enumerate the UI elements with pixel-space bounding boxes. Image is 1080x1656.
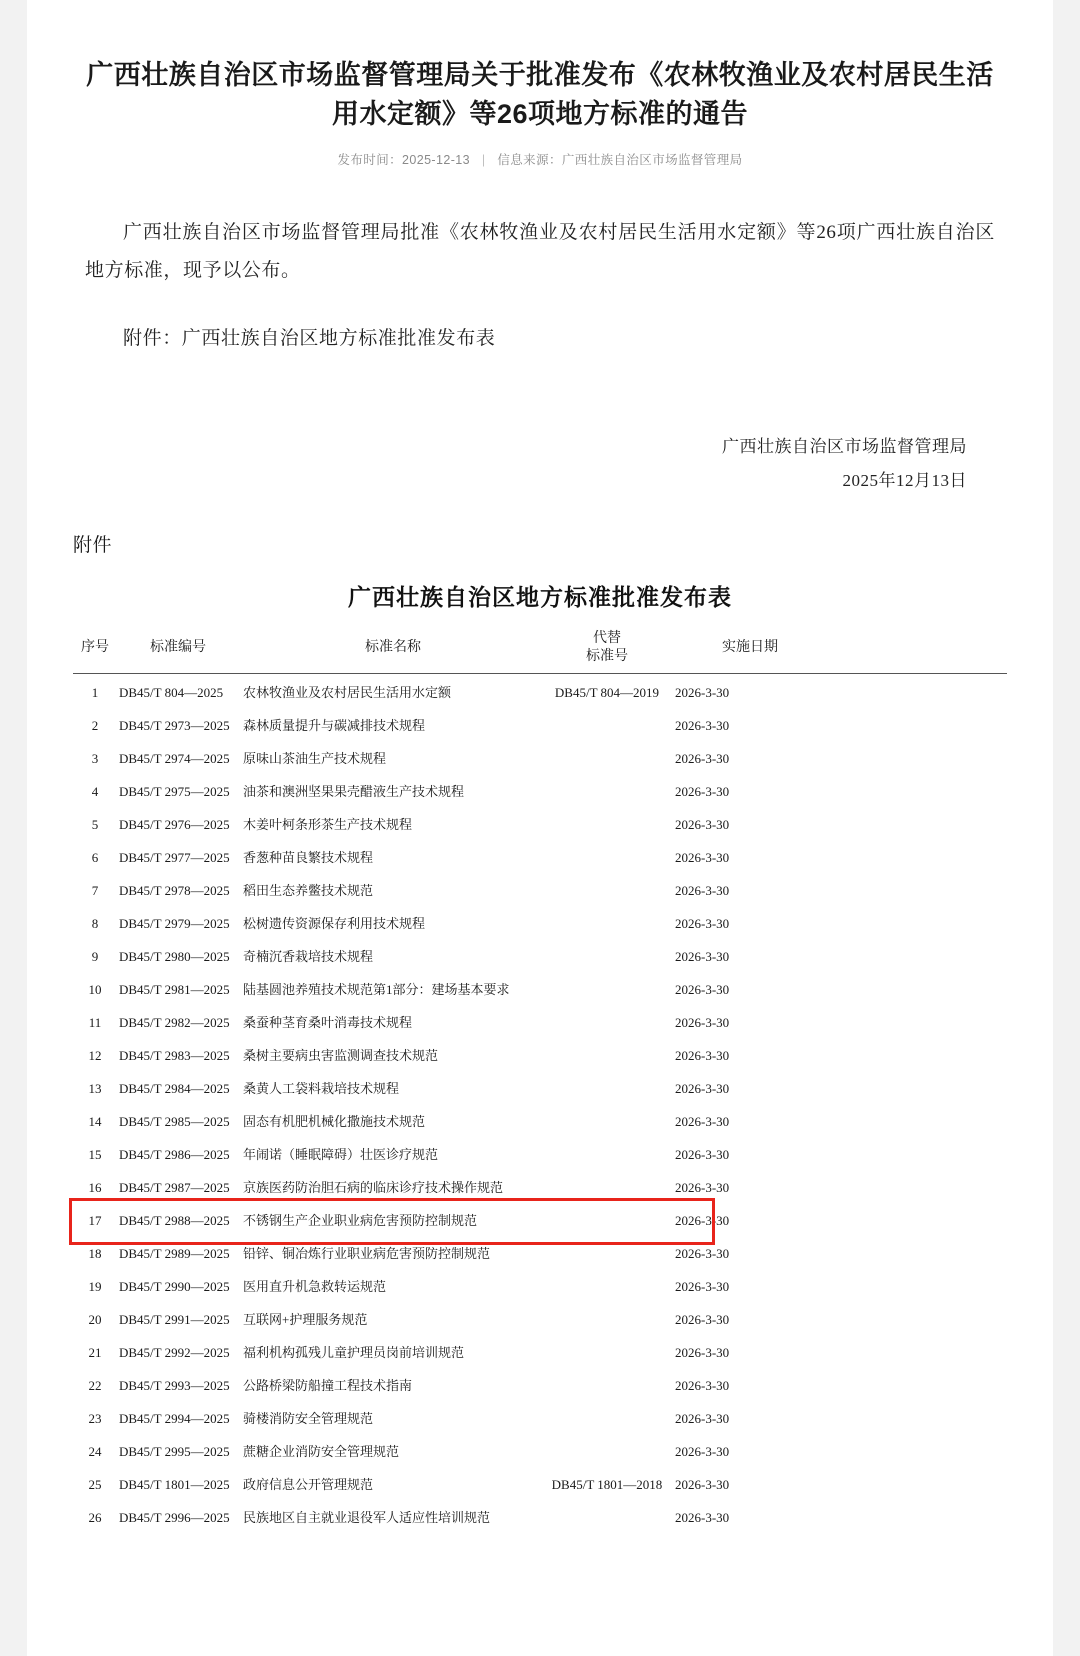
- cell-date: 2026-3-30: [675, 751, 730, 767]
- cell-replaced: [545, 1103, 669, 1136]
- cell-spacer: [827, 1037, 1007, 1070]
- cell-code: DB45/T 2975—2025: [119, 784, 230, 800]
- cell-name: 固态有机肥机械化撒施技术规范: [243, 1114, 426, 1130]
- table-row: [73, 806, 1007, 839]
- cell-name: 松树遗传资源保存利用技术规程: [243, 916, 426, 932]
- cell-name: 蔗糖企业消防安全管理规范: [243, 1444, 400, 1460]
- cell-date: 2026-3-30: [675, 1444, 730, 1460]
- table-row: [73, 872, 1007, 905]
- cell-no: 25: [88, 1477, 102, 1493]
- cell-replaced: [545, 1169, 669, 1202]
- table-row: [73, 1103, 1007, 1136]
- cell-replaced: [545, 839, 669, 872]
- cell-date: 2026-3-30: [675, 850, 730, 866]
- standards-table-wrapper: [73, 626, 1007, 1532]
- cell-name: 稻田生态养鳖技术规范: [243, 883, 374, 899]
- cell-date: 2026-3-30: [675, 1312, 730, 1328]
- publish-time-label: 发布时间：: [337, 153, 403, 168]
- document-meta: [73, 150, 1007, 168]
- cell-replaced: [545, 707, 669, 740]
- cell-date: 2026-3-30: [675, 916, 730, 932]
- cell-replaced: [545, 1004, 669, 1037]
- document-page: [27, 0, 1053, 1656]
- cell-code: DB45/T 2988—2025: [119, 1213, 230, 1229]
- cell-no: 20: [88, 1312, 102, 1328]
- cell-spacer: [827, 707, 1007, 740]
- cell-name: 民族地区自主就业退役军人适应性培训规范: [243, 1510, 491, 1526]
- cell-code: DB45/T 2996—2025: [119, 1510, 230, 1526]
- cell-replaced: [545, 1268, 669, 1301]
- cell-code: DB45/T 1801—2025: [119, 1477, 230, 1493]
- cell-code: DB45/T 2982—2025: [119, 1015, 230, 1031]
- cell-replaced: [545, 740, 669, 773]
- cell-name: 桑树主要病虫害监测调查技术规范: [243, 1048, 439, 1064]
- cell-code: DB45/T 2989—2025: [119, 1246, 230, 1262]
- table-body: [73, 674, 1007, 1533]
- cell-replaced: [545, 1499, 669, 1532]
- cell-date: 2026-3-30: [675, 1114, 730, 1130]
- cell-name: 医用直升机急救转运规范: [243, 1279, 387, 1295]
- cell-date: 2026-3-30: [675, 1345, 730, 1361]
- cell-code: DB45/T 2993—2025: [119, 1378, 230, 1394]
- cell-no: 15: [88, 1147, 102, 1163]
- cell-date: 2026-3-30: [675, 1279, 730, 1295]
- table-row: [73, 1136, 1007, 1169]
- cell-name: 互联网+护理服务规范: [243, 1312, 368, 1328]
- header-spacer: [827, 626, 1007, 674]
- cell-code: DB45/T 2983—2025: [119, 1048, 230, 1064]
- body-paragraph: 广西壮族自治区市场监督管理局批准《农林牧渔业及农村居民生活用水定额》等26项广西壮族自治区地方标准，现予以公布。: [85, 222, 995, 282]
- cell-spacer: [827, 1004, 1007, 1037]
- cell-date: 2026-3-30: [675, 949, 730, 965]
- cell-replaced: [545, 1334, 669, 1367]
- header-no: 序号: [73, 626, 117, 674]
- cell-name: 年闹诺（睡眠障碍）壮医诊疗规范: [243, 1147, 439, 1163]
- table-row: [73, 773, 1007, 806]
- cell-replaced: [545, 1202, 669, 1235]
- attachment-label: 附件: [73, 535, 113, 557]
- cell-code: DB45/T 2995—2025: [119, 1444, 230, 1460]
- cell-code: DB45/T 804—2025: [119, 685, 224, 701]
- cell-name: 原味山茶油生产技术规程: [243, 751, 387, 767]
- cell-spacer: [827, 1499, 1007, 1532]
- table-row: [73, 1367, 1007, 1400]
- cell-spacer: [827, 773, 1007, 806]
- cell-code: DB45/T 2978—2025: [119, 883, 230, 899]
- cell-date: 2026-3-30: [675, 1048, 730, 1064]
- cell-code: DB45/T 2981—2025: [119, 982, 230, 998]
- cell-no: 9: [91, 949, 99, 965]
- publish-time-value: 2025-12-13: [402, 153, 470, 168]
- cell-spacer: [827, 1103, 1007, 1136]
- table-row: [73, 1268, 1007, 1301]
- cell-replaced: [545, 1433, 669, 1466]
- cell-replaced: [545, 1400, 669, 1433]
- cell-no: 6: [91, 850, 99, 866]
- cell-no: 22: [88, 1378, 102, 1394]
- cell-spacer: [827, 1136, 1007, 1169]
- cell-date: 2026-3-30: [675, 1246, 730, 1262]
- cell-name: 政府信息公开管理规范: [243, 1477, 374, 1493]
- cell-no: 10: [88, 982, 102, 998]
- header-replaced-line2: 标准号: [586, 648, 628, 664]
- cell-no: 2: [91, 718, 99, 734]
- cell-no: 12: [88, 1048, 102, 1064]
- cell-replaced: [545, 872, 669, 905]
- signature-org: 广西壮族自治区市场监督管理局: [722, 437, 967, 457]
- cell-spacer: [827, 1235, 1007, 1268]
- table-head: [73, 626, 1007, 674]
- cell-name: 奇楠沉香栽培技术规程: [243, 949, 374, 965]
- table-row: [73, 1400, 1007, 1433]
- cell-date: 2026-3-30: [675, 1213, 730, 1229]
- cell-date: 2026-3-30: [675, 784, 730, 800]
- cell-date: 2026-3-30: [675, 685, 730, 701]
- table-row: [73, 938, 1007, 971]
- table-row: [73, 1202, 1007, 1235]
- table-row: [73, 971, 1007, 1004]
- header-replaced: [545, 626, 669, 674]
- cell-replaced: [545, 905, 669, 938]
- cell-replaced: [545, 806, 669, 839]
- cell-code: DB45/T 2990—2025: [119, 1279, 230, 1295]
- cell-code: DB45/T 2985—2025: [119, 1114, 230, 1130]
- cell-name: 骑楼消防安全管理规范: [243, 1411, 374, 1427]
- header-replaced-line1: 代替: [593, 631, 621, 647]
- cell-date: 2026-3-30: [675, 1081, 730, 1097]
- cell-no: 14: [88, 1114, 102, 1130]
- cell-spacer: [827, 674, 1007, 708]
- cell-no: 5: [91, 817, 99, 833]
- cell-spacer: [827, 1202, 1007, 1235]
- cell-spacer: [827, 740, 1007, 773]
- source-value: 广西壮族自治区市场监督管理局: [561, 153, 743, 168]
- header-name: 标准名称: [239, 626, 545, 674]
- signature-block: [73, 430, 1007, 498]
- table-row: [73, 1301, 1007, 1334]
- cell-code: DB45/T 2980—2025: [119, 949, 230, 965]
- cell-no: 18: [88, 1246, 102, 1262]
- cell-code: DB45/T 2979—2025: [119, 916, 230, 932]
- cell-date: 2026-3-30: [675, 982, 730, 998]
- cell-replaced: [545, 1070, 669, 1103]
- cell-name: 桑黄人工袋料栽培技术规程: [243, 1081, 400, 1097]
- cell-spacer: [827, 1334, 1007, 1367]
- cell-no: 24: [88, 1444, 102, 1460]
- table-row: [73, 905, 1007, 938]
- cell-replaced: [545, 1367, 669, 1400]
- cell-code: DB45/T 2987—2025: [119, 1180, 230, 1196]
- cell-code: DB45/T 2984—2025: [119, 1081, 230, 1097]
- cell-date: 2026-3-30: [675, 1015, 730, 1031]
- standards-table: [73, 626, 1007, 1532]
- cell-name: 木姜叶柯条形茶生产技术规程: [243, 817, 413, 833]
- cell-date: 2026-3-30: [675, 883, 730, 899]
- cell-name: 京族医药防治胆石病的临床诊疗技术操作规范: [243, 1180, 504, 1196]
- page-title: 广西壮族自治区市场监督管理局关于批准发布《农林牧渔业及农村居民生活用水定额》等26项地方标准的通告: [86, 60, 994, 130]
- cell-date: 2026-3-30: [675, 1180, 730, 1196]
- cell-spacer: [827, 1070, 1007, 1103]
- cell-spacer: [827, 971, 1007, 1004]
- cell-no: 17: [88, 1213, 102, 1229]
- cell-replaced: [545, 938, 669, 971]
- cell-replaced: [545, 1136, 669, 1169]
- cell-no: 3: [91, 751, 99, 767]
- cell-replaced: DB45/T 804—2019: [554, 685, 660, 701]
- cell-date: 2026-3-30: [675, 1147, 730, 1163]
- table-row: [73, 1433, 1007, 1466]
- table-row: [73, 1169, 1007, 1202]
- cell-name: 森林质量提升与碳减排技术规程: [243, 718, 426, 734]
- cell-replaced: [545, 1301, 669, 1334]
- table-row: [73, 1037, 1007, 1070]
- cell-spacer: [827, 905, 1007, 938]
- cell-code: DB45/T 2986—2025: [119, 1147, 230, 1163]
- cell-name: 不锈钢生产企业职业病危害预防控制规范: [243, 1213, 478, 1229]
- cell-name: 铅锌、铜冶炼行业职业病危害预防控制规范: [243, 1246, 491, 1262]
- cell-spacer: [827, 938, 1007, 971]
- cell-spacer: [827, 1433, 1007, 1466]
- table-row: [73, 1070, 1007, 1103]
- cell-spacer: [827, 1466, 1007, 1499]
- cell-spacer: [827, 1367, 1007, 1400]
- header-date: 实施日期: [669, 626, 827, 674]
- cell-code: DB45/T 2991—2025: [119, 1312, 230, 1328]
- cell-replaced: [545, 1235, 669, 1268]
- cell-code: DB45/T 2976—2025: [119, 817, 230, 833]
- cell-code: DB45/T 2973—2025: [119, 718, 230, 734]
- cell-name: 农林牧渔业及农村居民生活用水定额: [243, 685, 452, 701]
- table-row: [73, 674, 1007, 708]
- table-row: [73, 1004, 1007, 1037]
- cell-replaced: [545, 971, 669, 1004]
- cell-name: 陆基圆池养殖技术规范第1部分：建场基本要求: [243, 982, 510, 998]
- cell-date: 2026-3-30: [675, 1378, 730, 1394]
- cell-spacer: [827, 1400, 1007, 1433]
- cell-no: 26: [88, 1510, 102, 1526]
- table-header-row: [73, 626, 1007, 674]
- signature-date: 2025年12月13日: [842, 471, 967, 491]
- cell-no: 8: [91, 916, 99, 932]
- meta-divider: |: [481, 153, 486, 168]
- cell-code: DB45/T 2994—2025: [119, 1411, 230, 1427]
- cell-no: 23: [88, 1411, 102, 1427]
- cell-name: 油茶和澳洲坚果果壳醋液生产技术规程: [243, 784, 465, 800]
- table-row: [73, 1235, 1007, 1268]
- cell-no: 4: [91, 784, 99, 800]
- cell-name: 香葱种苗良繁技术规程: [243, 850, 374, 866]
- cell-date: 2026-3-30: [675, 817, 730, 833]
- cell-replaced: DB45/T 1801—2018: [551, 1477, 663, 1493]
- cell-code: DB45/T 2974—2025: [119, 751, 230, 767]
- cell-date: 2026-3-30: [675, 1510, 730, 1526]
- table-row: [73, 1466, 1007, 1499]
- table-title: 广西壮族自治区地方标准批准发布表: [348, 585, 732, 611]
- cell-code: DB45/T 2977—2025: [119, 850, 230, 866]
- table-row: [73, 740, 1007, 773]
- cell-no: 16: [88, 1180, 102, 1196]
- cell-name: 桑蚕种茎育桑叶消毒技术规程: [243, 1015, 413, 1031]
- cell-no: 13: [88, 1081, 102, 1097]
- cell-no: 11: [88, 1015, 102, 1031]
- cell-name: 公路桥梁防船撞工程技术指南: [243, 1378, 413, 1394]
- table-row: [73, 707, 1007, 740]
- cell-no: 19: [88, 1279, 102, 1295]
- cell-spacer: [827, 872, 1007, 905]
- cell-replaced: [545, 773, 669, 806]
- header-code: 标准编号: [117, 626, 239, 674]
- cell-spacer: [827, 1301, 1007, 1334]
- table-row: [73, 1334, 1007, 1367]
- cell-spacer: [827, 806, 1007, 839]
- source-label: 信息来源：: [497, 153, 562, 168]
- cell-no: 7: [91, 883, 99, 899]
- cell-no: 21: [88, 1345, 102, 1361]
- table-row: [73, 1499, 1007, 1532]
- cell-code: DB45/T 2992—2025: [119, 1345, 230, 1361]
- cell-date: 2026-3-30: [675, 1477, 730, 1493]
- cell-date: 2026-3-30: [675, 1411, 730, 1427]
- cell-date: 2026-3-30: [675, 718, 730, 734]
- cell-spacer: [827, 839, 1007, 872]
- attachment-reference: 附件：广西壮族自治区地方标准批准发布表: [123, 328, 496, 350]
- table-row: [73, 839, 1007, 872]
- cell-spacer: [827, 1268, 1007, 1301]
- cell-spacer: [827, 1169, 1007, 1202]
- cell-no: 1: [91, 685, 99, 701]
- cell-name: 福利机构孤残儿童护理员岗前培训规范: [243, 1345, 465, 1361]
- cell-replaced: [545, 1037, 669, 1070]
